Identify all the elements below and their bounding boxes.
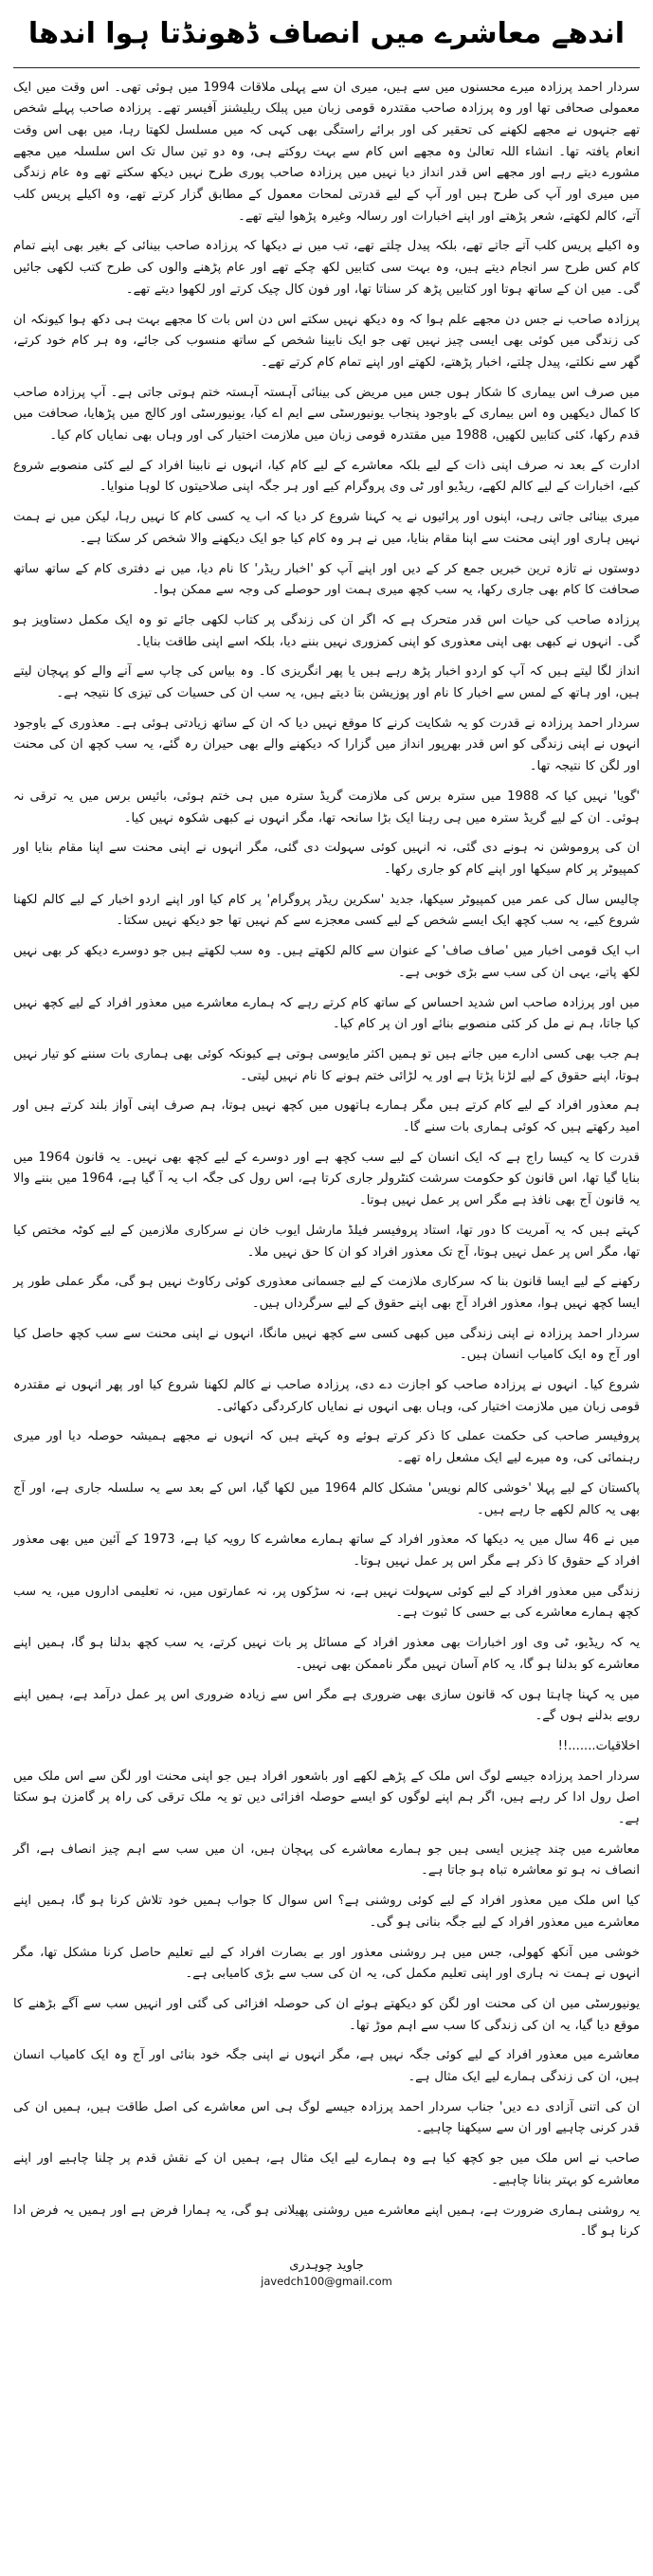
article-paragraph: ان کی پروموشن نہ ہونے دی گئی، نہ انہیں کوئی سہولت دی گئی، مگر انہوں نے اپنی محنت سے اپنا مقام بنایا اور کمپیوٹر پر کام سیکھا اور اپنے کام کو جاری رکھا۔ [13,841,640,877]
article-paragraph: میں صرف اس بیماری کا شکار ہوں جس میں مریض کی بینائی آہستہ آہستہ ختم ہوتی جاتی ہے۔ آپ پرزادہ صاحب کا کمال دیکھیں وہ اس بیماری کے باوجود پنجاب یونیورسٹی سے ایم اے کیا، یونیورسٹی اور کالج میں پڑھایا، صحافت میں قدم رکھا، کئی کتابیں لکھیں، 1988 میں مقتدرہ قومی زبان میں ملازمت اختیار کی اور وہاں بھی نمایاں کام کیا۔ [13,385,640,444]
article-paragraph: ان کی اتنی آزادی دے دیں' جناب سردار احمد پرزادہ جیسے لوگ ہی اس معاشرے کی اصل طاقت ہیں، ہمیں ان کی قدر کرنی چاہیے اور ان سے سیکھنا چاہیے۔ [13,2099,640,2136]
article-body [13,78,640,2243]
page-title: اندھے معاشرے میں انصاف ڈھونڈتا ہوا اندھا [27,17,626,50]
article-paragraph: معاشرے میں چند چیزیں ایسی ہیں جو ہمارے معاشرے کی پہچان ہیں، ان میں سب سے اہم چیز انصاف ہے، اگر انصاف نہ ہو تو معاشرہ تباہ ہو جاتا ہے۔ [13,1841,640,1878]
article-paragraph: پاکستان کے لیے پہلا 'خوشی کالم نویس' مشکل کالم 1964 میں لکھا گیا، اس کے بعد سے یہ سلسلہ جاری ہے، اور آج بھی یہ کالم لکھے جا رہے ہیں۔ [13,1480,641,1517]
article-paragraph: رکھنے کے لیے ایسا قانون بنا کہ سرکاری ملازمت کے لیے جسمانی معذوری کوئی رکاوٹ نہیں ہو گی، مگر عملی طور پر ایسا کچھ نہیں ہوا، معذور افراد آج بھی اپنے حقوق کے لیے سرگرداں ہیں۔ [13,1275,640,1311]
article-paragraph: پرزادہ صاحب کی حیات اس قدر متحرک ہے کہ اگر ان کی زندگی پر کتاب لکھی جائے تو وہ ایک مکمل دستاویز ہو گی۔ انہوں نے کبھی بھی اپنی معذوری کو اپنی کمزوری نہیں بننے دیا، بلکہ اسے اپنی طاقت بنایا۔ [13,612,640,649]
article-paragraph: انداز لگا لیتے ہیں کہ آپ کو اردو اخبار پڑھ رہے ہیں یا پھر انگریزی کا۔ وہ بیاس کی چاپ سے آنے والے کو پہچان لیتے ہیں، اور ہاتھ کے لمس سے اخبار کا نام اور پوزیشن بتا دیتے ہیں، یہ سب ان کی حسیات کی تیزی کا نتیجہ ہے۔ [13,664,640,701]
article-paragraph: سردار احمد پرزادہ جیسے لوگ اس ملک کے پڑھے لکھے اور باشعور افراد ہیں جو اپنی محنت اور لگن سے اس ملک میں اصل رول ادا کر رہے ہیں، اگر ہم اپنے لوگوں کو ایسے حوصلہ افزائی دیں تو یہ ملک ترقی کی راہ پر گامزن ہو سکتا ہے۔ [13,1769,640,1827]
article-paragraph: پرزادہ صاحب نے جس دن مجھے علم ہوا کہ وہ دیکھ نہیں سکتے اس دن اس بات کا مجھے بہت ہی دکھ ہوا کیونکہ ان کی زندگی میں کوئی بھی ایسی چیز نہیں تھی جو ایک نابینا شخص کے ساتھ منسوب کی جائے، وہ ہر کام خود کرتے، گھر سے نکلتے، پیدل چلتے، اخبار پڑھتے، لکھتے اور اپنے تمام کام کرتے تھے۔ [13,312,640,370]
article-paragraph: ادارت کے بعد نہ صرف اپنی ذات کے لیے بلکہ معاشرے کے لیے کام کیا، انہوں نے نابینا افراد کے لیے کئی منصوبے شروع کیے، اخبارات کے لیے کالم لکھے، ریڈیو اور ٹی وی پروگرام کیے اور ہر جگہ اپنی صلاحیتوں کا لوہا منوایا۔ [13,458,640,495]
article-paragraph: ہم جب بھی کسی ادارے میں جاتے ہیں تو ہمیں اکثر مایوسی ہوتی ہے کیونکہ کوئی بھی ہماری بات سننے کو تیار نہیں ہوتا، اپنے حقوق کے لیے لڑنا پڑتا ہے اور یہ لڑائی ختم ہونے کا نام نہیں لیتی۔ [13,1046,640,1083]
article-paragraph: شروع کیا۔ انہوں نے پرزادہ صاحب کو اجازت دے دی، پرزادہ صاحب نے کالم لکھنا شروع کیا اور پھر انہوں نے مقتدرہ قومی زبان میں ملازمت اختیار کی، وہاں بھی انہوں نے نمایاں کارکردگی دکھائی۔ [13,1378,640,1414]
author-email[interactable]: javedch100@gmail.com [261,2274,392,2288]
article-paragraph: میں یہ کہنا چاہتا ہوں کہ قانون سازی بھی ضروری ہے مگر اس سے زیادہ ضروری اس پر عمل درآمد ہے، ہمیں اپنے رویے بدلنے ہوں گے۔ [13,1687,640,1724]
article-paragraph: اب ایک قومی اخبار میں 'صاف صاف' کے عنوان سے کالم لکھتے ہیں۔ وہ سب لکھتے ہیں جو دوسرے دیکھ کر بھی نہیں لکھ پاتے، یہی ان کی سب سے بڑی خوبی ہے۔ [13,944,640,980]
article-paragraph: پروفیسر صاحب کی حکمت عملی کا ذکر کرتے ہوئے وہ کہتے ہیں کہ انہوں نے مجھے ہمیشہ حوصلہ دیا اور میری رہنمائی کی، وہ میرے لیے ایک مشعل راہ تھے۔ [13,1429,640,1466]
article-paragraph: میں نے 46 سال میں یہ دیکھا کہ معذور افراد کے ساتھ ہمارے معاشرے کا رویہ کیا ہے، 1973 کے آئین میں بھی معذور افراد کے حقوق کا ذکر ہے مگر اس پر عمل نہیں ہوتا۔ [13,1533,640,1569]
author-name: جاوید چوہدری [289,2258,364,2273]
article-paragraph: صاحب نے اس ملک میں جو کچھ کیا ہے وہ ہمارے لیے ایک مثال ہے، ہمیں ان کے نقش قدم پر چلنا چاہیے اور اپنے معاشرے کو بہتر بنانا چاہیے۔ [13,2151,640,2187]
article-paragraph: اخلاقیات.......!! [557,1738,640,1753]
article-paragraph: 'گویا' نہیں کیا کہ 1988 میں سترہ برس کی ملازمت گریڈ سترہ میں ہی ختم ہوئی، بائیس برس میں یہ ترقی نہ ہوئی۔ ان کے لیے گریڈ سترہ میں ہی رہنا ایک بڑا سانحہ تھا، مگر انہوں نے کبھی شکوہ نہیں کیا۔ [13,789,640,825]
article-paragraph: خوشی میں آنکھ کھولی، جس میں ہر روشنی معذور اور بے بصارت افراد کے لیے تعلیم حاصل کرنا مشکل تھا، مگر انہوں نے ہمت نہ ہاری اور اپنی تعلیم مکمل کی، یہ ان کی سب سے بڑی کامیابی ہے۔ [13,1945,640,1982]
article-footer [13,2259,640,2288]
article-paragraph: چالیس سال کی عمر میں کمپیوٹر سیکھا، جدید 'سکرین ریڈر پروگرام' پر کام کیا اور اپنے اردو اخبار کے لیے کالم لکھنا شروع کیے، یہ سب کچھ ایک ایسے شخص کے لیے کسی معجزے سے کم نہیں تھا جو دیکھ نہیں سکتا۔ [13,892,640,929]
article-paragraph: ہم معذور افراد کے لیے کام کرتے ہیں مگر ہمارے ہاتھوں میں کچھ نہیں ہوتا، ہم صرف اپنی آواز بلند کرتے ہیں اور امید رکھتے ہیں کہ کوئی ہماری بات سنے گا۔ [13,1098,640,1135]
article-paragraph: سردار احمد پرزادہ نے قدرت کو یہ شکایت کرنے کا موقع نہیں دیا کہ ان کے ساتھ زیادتی ہوئی ہے۔ معذوری کے باوجود انہوں نے اپنی زندگی کو اس قدر بھرپور انداز میں گزارا کہ دیکھنے والے بھی حیران رہ گئے، یہ سب کچھ ان کی محنت اور لگن کا نتیجہ تھا۔ [13,716,640,774]
article-paragraph: سردار احمد پرزادہ میرے محسنوں میں سے ہیں، میری ان سے پہلی ملاقات 1994 میں ہوئی تھی۔ اس وقت میں ایک معمولی صحافی تھا اور وہ پرزادہ صاحب مقتدرہ قومی زبان میں پبلک ریلیشنز آفیسر تھے۔ پرزادہ صاحب پہلے شخص تھے جنہوں نے مجھے لکھنے کی تحقیر کی اور برائے راستگی بھی کہی کہ میں مسلسل لکھتا رہا، میں بھی اس وقت انعام یافتہ تھا۔ انشاء اللہ تعالیٰ وہ مجھے اس کام سے بہت روکتے ہی، وہ دو تین سال تک اس سلسلہ میں مجھے مشورے دیتے رہے اور مجھے اس قدر انداز دیا نہیں میں پرزادہ صاحب پوری طرح نہیں دیکھ سکتے تھے وہ عام زندگی میں میری اور آپ کی طرح ہیں اور آپ کے لیے قدرتی لمحات معمول کے مطابق گزار کرتے تھے، وہ اکیلے پریس کلب آتے، کالم لکھتے، شعر پڑھتے اور اپنے اخبارات اور رسالہ وغیرہ پڑھوا لیتے تھے۔ [13,80,640,224]
article-paragraph: یہ کہ ریڈیو، ٹی وی اور اخبارات بھی معذور افراد کے مسائل پر بات نہیں کرتے، یہ سب کچھ بدلنا ہو گا، ہمیں اپنے معاشرے کو بدلنا ہو گا، یہ کام آسان نہیں مگر ناممکن بھی نہیں۔ [13,1636,640,1672]
article-paragraph: یہ روشنی ہماری ضرورت ہے، ہمیں اپنے معاشرے میں روشنی پھیلانی ہو گی، یہ ہمارا فرض ہے اور ہمیں یہ فرض ادا کرنا ہو گا۔ [13,2203,640,2240]
article-paragraph: میری بینائی جاتی رہی، اپنوں اور پرائیوں نے یہ کہنا شروع کر دیا کہ اب یہ کسی کام کا نہیں رہا، لیکن میں نے ہمت نہیں ہاری اور اپنی محنت سے اپنا مقام بنایا، میں نے ہر وہ کام کیا جو ایک دیکھنے والا شخص کر سکتا ہے۔ [13,510,640,546]
article-paragraph: کیا اس ملک میں معذور افراد کے لیے کوئی روشنی ہے؟ اس سوال کا جواب ہمیں خود تلاش کرنا ہو گا، ہمیں اپنے معاشرے میں معذور افراد کے لیے جگہ بنانی ہو گی۔ [13,1894,640,1930]
header-divider [13,67,640,68]
article-paragraph: میں اور پرزادہ صاحب اس شدید احساس کے ساتھ کام کرتے رہے کہ ہمارے معاشرے میں معذور افراد کے لیے کچھ نہیں کیا جاتا، ہم نے مل کر کئی منصوبے بنائے اور ان پر کام کیا۔ [13,995,640,1032]
article-paragraph: یونیورسٹی میں ان کی محنت اور لگن کو دیکھتے ہوئے ان کی حوصلہ افزائی کی گئی اور انہیں سب سے آگے بڑھنے کا موقع دیا گیا، یہ ان کی زندگی کا سب سے اہم موڑ تھا۔ [13,1996,640,2033]
article-paragraph: قدرت کا یہ کیسا راج ہے کہ ایک انسان کے لیے سب کچھ ہے اور دوسرے کے لیے کچھ بھی نہیں۔ یہ قانون 1964 میں بنایا گیا تھا، اس قانون کو حکومت سرشت کنٹرولر جاری کرتا ہے، اس رول کی جگہ اب یہ آ گیا ہے، 1964 میں بننے والا یہ قانون آج بھی نافذ ہے مگر اس پر عمل نہیں ہوتا۔ [13,1150,640,1208]
article-paragraph: سردار احمد پرزادہ نے اپنی زندگی میں کبھی کسی سے کچھ نہیں مانگا، انہوں نے اپنی محنت سے سب کچھ حاصل کیا اور آج وہ ایک کامیاب انسان ہیں۔ [13,1326,640,1363]
article-paragraph: دوستوں نے تازہ ترین خبریں جمع کر کے دیں اور اپنے آپ کو 'اخبار ریڈر' کا نام دیا، میں نے دفتری کام کے ساتھ ساتھ صحافت کا کام بھی جاری رکھا، یہ سب کچھ میری ہمت اور حوصلے کی وجہ سے ممکن ہوا۔ [13,561,640,598]
article-paragraph: وہ اکیلے پریس کلب آتے جاتے تھے، بلکہ پیدل چلتے تھے، تب میں نے دیکھا کہ پرزادہ صاحب بینائی کے بغیر بھی اپنے تمام کام کس طرح سر انجام دیتے ہیں، وہ بہت سی کتابیں لکھ چکے تھے اور عام پڑھنے والوں کی طرح کتب لکھی جائیں گی۔ میں ان کے ساتھ ہوتا اور کتابیں پڑھ کر سناتا تھا، اور فون کال چیک کرتے اور لکھوا دیتے تھے۔ [13,239,640,297]
article-paragraph: کہتے ہیں کہ یہ آمریت کا دور تھا، استاد پروفیسر فیلڈ مارشل ایوب خان نے سرکاری ملازمین کے لیے کوٹہ مختص کیا تھا، مگر اس پر عمل نہیں ہوتا، آج تک معذور افراد کو ان کا حق نہیں ملا۔ [13,1223,640,1260]
article-paragraph: معاشرے میں معذور افراد کے لیے کوئی جگہ نہیں ہے، مگر انہوں نے اپنی جگہ خود بنائی اور آج وہ ایک کامیاب انسان ہیں، ان کی زندگی ہمارے لیے ایک مثال ہے۔ [13,2048,640,2085]
article-paragraph: زندگی میں معذور افراد کے لیے کوئی سہولت نہیں ہے، نہ سڑکوں پر، نہ عمارتوں میں، نہ تعلیمی اداروں میں، یہ سب کچھ ہمارے معاشرے کی بے حسی کا ثبوت ہے۔ [13,1584,640,1621]
